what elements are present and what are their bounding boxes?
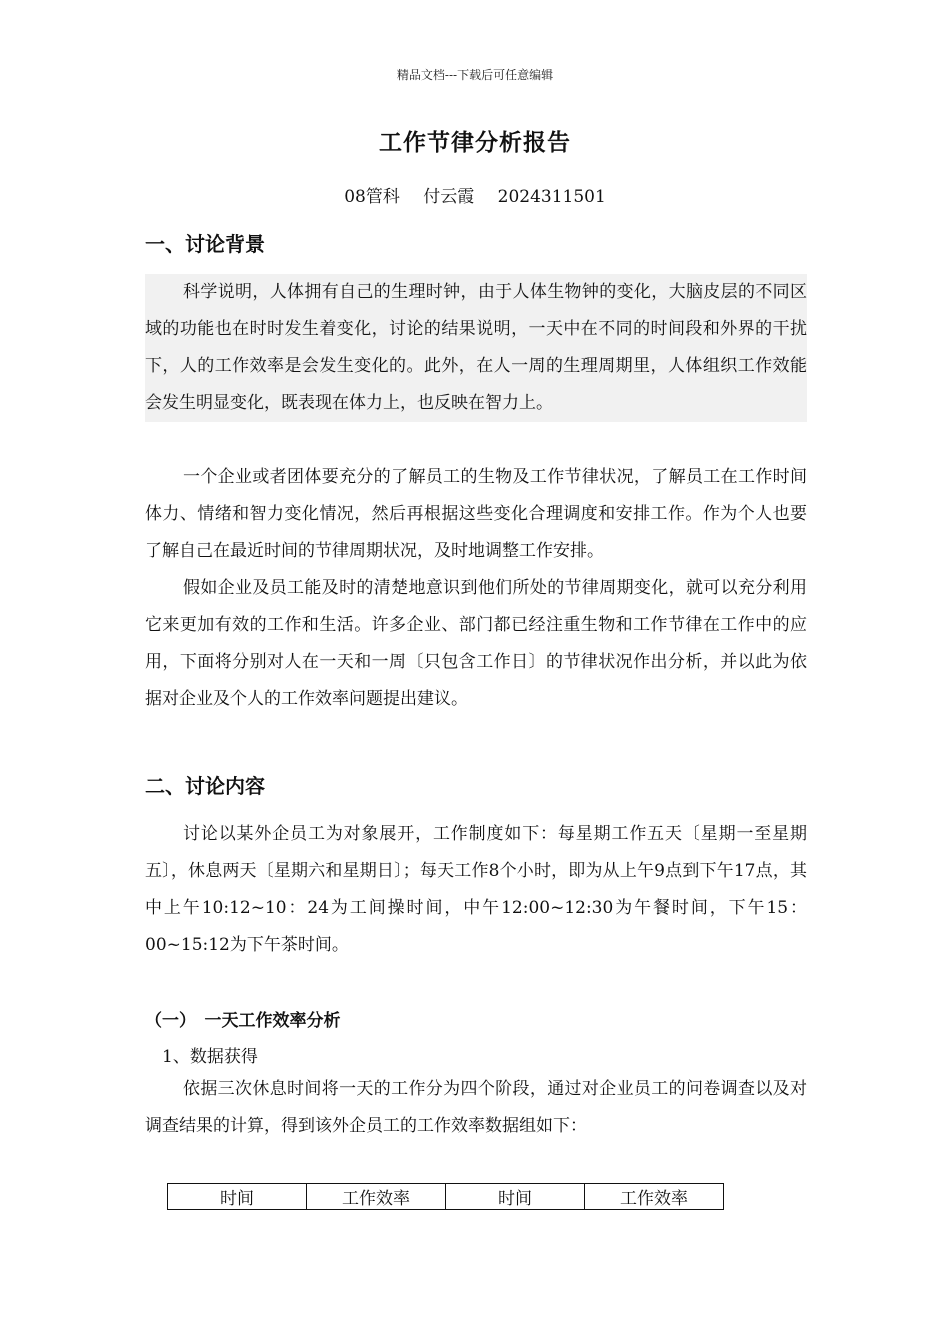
section2-heading: 二、讨论内容 <box>145 774 265 798</box>
author-class: 08管科 <box>344 187 400 207</box>
table-header-cell: 时间 <box>168 1184 307 1210</box>
section1-heading: 一、讨论背景 <box>145 232 265 256</box>
subsection-heading: （一） 一天工作效率分析 <box>145 1011 341 1031</box>
section2-paragraph: 讨论以某外企员工为对象展开，工作制度如下：每星期工作五天〔星期一至星期五〕，休息两天〔星期六和星期日〕；每天工作8个小时，即为从上午9点到下午17点，其中上午10:12~10：24为工间操时间，中午12:00~12:30为午餐时间，下午15：00~15:12为下午茶时间。 <box>145 824 807 955</box>
table-header-row <box>168 1184 724 1210</box>
author-line <box>0 182 950 207</box>
document-title: 工作节律分析报告 <box>379 129 571 156</box>
section1-paragraph-1: 科学说明，人体拥有自己的生理时钟，由于人体生物钟的变化，大脑皮层的不同区域的功能也在时时发生着变化，讨论的结果说明，一天中在不同的时间段和外界的干扰下，人的工作效率是会发生变化的。此外，在人一周的生理周期里，人体组织工作效能会发生明显变化，既表现在体力上，也反映在智力上。 <box>145 274 807 422</box>
data-paragraph: 依据三次休息时间将一天的工作分为四个阶段，通过对企业员工的问卷调查以及对调查结果的计算，得到该外企员工的工作效率数据组如下： <box>145 1079 807 1136</box>
header-note: 精品文档---下载后可任意编辑 <box>396 68 554 82</box>
table-header-cell: 工作效率 <box>307 1184 446 1210</box>
author-name: 付云霞 <box>423 187 475 207</box>
table-header-cell: 时间 <box>446 1184 585 1210</box>
table-header-cell: 工作效率 <box>585 1184 724 1210</box>
subsubsection-heading: 1、数据获得 <box>162 1047 258 1067</box>
section1-paragraph-3: 假如企业及员工能及时的清楚地意识到他们所处的节律周期变化，就可以充分利用它来更加有效的工作和生活。许多企业、部门都已经注重生物和工作节律在工作中的应用，下面将分别对人在一天和一周〔只包含工作日〕的节律状况作出分析，并以此为依据对企业及个人的工作效率问题提出建议。 <box>145 578 807 709</box>
author-id: 2024311501 <box>497 187 606 207</box>
efficiency-table <box>167 1183 724 1210</box>
section1-paragraph-2: 一个企业或者团体要充分的了解员工的生物及工作节律状况，了解员工在工作时间体力、情绪和智力变化情况，然后再根据这些变化合理调度和安排工作。作为个人也要了解自己在最近时间的节律周期状况，及时地调整工作安排。 <box>145 467 807 561</box>
